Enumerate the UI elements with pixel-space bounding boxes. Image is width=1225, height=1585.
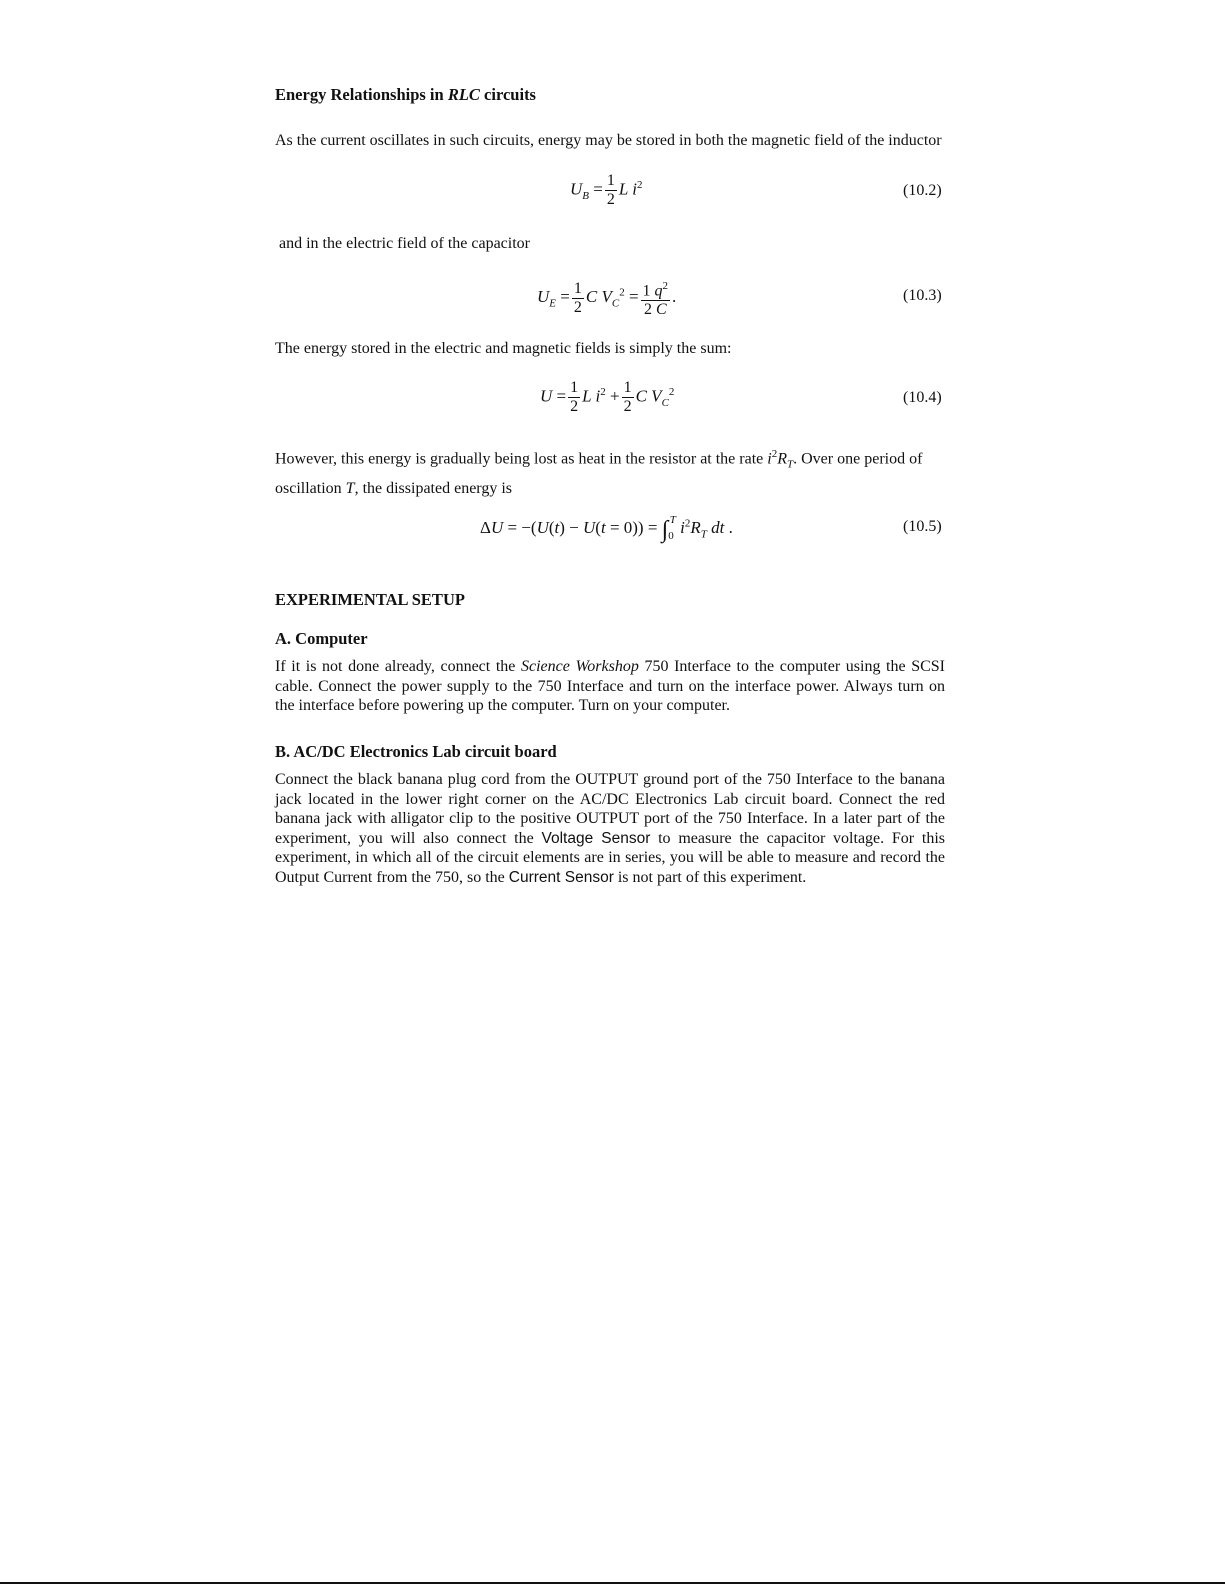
subsection-heading-computer: A. Computer (275, 629, 368, 648)
equation-10-3: $U_E$ = $\frac{1}{2}$ C $V_C^2$ = $\frac{1 q^2}{2 C}$ . (537, 277, 676, 319)
equation-number-10-5: (10.5) (903, 518, 942, 535)
equation-10-4: U = $\frac{1}{2}$ L $i^2$ + $\frac{1}{2}$ C $V_C^2$ (540, 379, 675, 415)
paragraph-sum: The energy stored in the electric and magnetic fields is simply the sum: (275, 340, 732, 357)
section-heading-setup: EXPERIMENTAL SETUP (275, 590, 465, 609)
equation-number-10-4: (10.4) (903, 389, 942, 406)
subsection-heading-circuit-board: B. AC/DC Electronics Lab circuit board (275, 742, 557, 761)
equation-number-10-3: (10.3) (903, 287, 942, 304)
section-heading-energy: Energy Relationships in RLC circuits (275, 85, 536, 104)
paragraph-computer: If it is not done already, connect the Science Workshop 750 Interface to the computer using the SCSI cable. Connect the power supply to the 750 Interface and turn on the interface power. Always turn on the interface before powering up the computer. Turn on your computer. (275, 658, 945, 714)
paragraph-circuit-board: Connect the black banana plug cord from the OUTPUT ground port of the 750 Interface to the banana jack located in the lower right corner on the AC/DC Electronics Lab circuit board. Connect the red banana jack with alligator clip to the positive OUTPUT port of the 750 Interface. In a later part of the experiment, you will also connect the Voltage Sensor to measure the capacitor voltage. For this experiment, in which all of the circuit elements are in series, you will be able to measure and record the Output Current from the 750, so the Current Sensor is not part of this experiment. (275, 771, 946, 886)
equation-10-2: $U_B$ = $\frac{1}{2}$ L $i^2$ (570, 172, 643, 208)
paragraph-dissipation: However, this energy is gradually being lost as heat in the resistor at the rate $i^2R_T$. Over one period of oscillation T, the dissipated energy is (275, 448, 923, 497)
voltage-sensor-label: Voltage Sensor (541, 829, 651, 847)
page-bottom-rule (0, 1582, 1225, 1584)
current-sensor-label: Current Sensor (508, 868, 614, 886)
paragraph-capacitor: and in the electric field of the capacitor (279, 235, 530, 252)
equation-number-10-2: (10.2) (903, 182, 942, 199)
paragraph-inductor: As the current oscillates in such circuits, energy may be stored in both the magnetic field of the inductor (275, 132, 942, 149)
equation-10-5: $\Delta U = -(U(t) - U(t = 0)) = \int_0^T$ $i^2R_T$ dt . (480, 514, 733, 543)
